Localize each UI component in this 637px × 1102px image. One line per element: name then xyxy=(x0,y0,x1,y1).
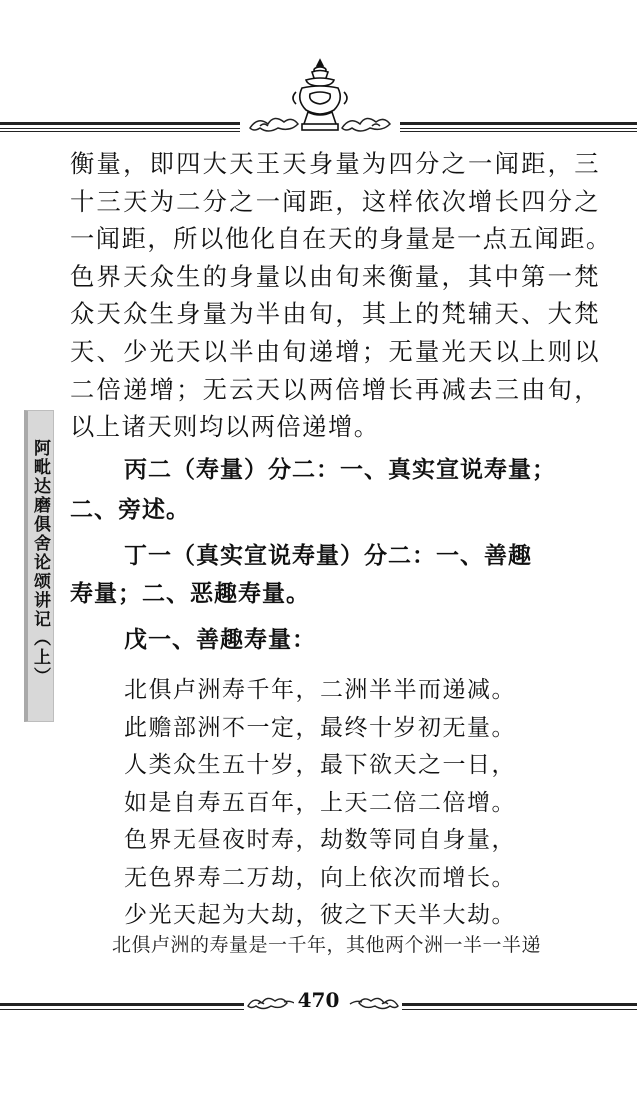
book-title-side-tab xyxy=(24,410,54,722)
verse-line: 人类众生五十岁，最下欲天之一日， xyxy=(124,752,516,778)
verse-line: 少光天起为大劫，彼之下天半大劫。 xyxy=(124,902,516,928)
body-paragraph xyxy=(70,145,612,446)
verse-line: 色界无昼夜时寿，劫数等同自身量， xyxy=(124,827,516,853)
verse-block xyxy=(124,672,516,935)
paragraph-line: 十三天为二分之一闻距，这样依次增长四分之 xyxy=(70,186,600,216)
paragraph-line: 二倍递增；无云天以两倍增长再减去三由旬， xyxy=(70,374,600,404)
treasure-vase-emblem-icon xyxy=(240,58,400,138)
right-cloud-ornament-icon xyxy=(342,990,402,1014)
main-content xyxy=(70,145,612,446)
section-heading-ding-yi-cont: 寿量；二、恶趣寿量。 xyxy=(70,581,310,607)
verse-line: 无色界寿二万劫，向上依次而增长。 xyxy=(124,864,516,891)
paragraph-line: 衡量，即四大天王天身量为四分之一闻距，三 xyxy=(70,149,600,178)
verse-line: 此赡部洲不一定，最终十岁初无量。 xyxy=(124,714,516,741)
section-heading-bing-er-cont: 二、旁述。 xyxy=(70,497,190,523)
section-heading-ding-yi: 丁一（真实宣说寿量）分二：一、善趣 xyxy=(124,543,532,569)
verse-line: 北俱卢洲寿千年，二洲半半而递减。 xyxy=(124,677,516,703)
commentary-text: 北俱卢洲的寿量是一千年，其他两个洲一半一半递 xyxy=(112,934,542,956)
paragraph-line: 色界天众生的身量以由旬来衡量，其中第一梵 xyxy=(70,261,600,291)
section-heading-bing-er: 丙二（寿量）分二：一、真实宣说寿量； xyxy=(124,457,556,483)
verse-line: 如是自寿五百年，上天二倍二倍增。 xyxy=(124,789,516,816)
paragraph-line: 一闻距，所以他化自在天的身量是一点五闻距。 xyxy=(70,224,612,254)
page-number: 470 xyxy=(0,988,637,1012)
book-title-vertical: 阿毗达磨俱舍论颂讲记（上） xyxy=(30,439,50,686)
section-heading-wu-yi: 戊一、善趣寿量： xyxy=(124,627,316,653)
paragraph-line: 以上诸天则均以两倍递增。 xyxy=(70,412,380,442)
paragraph-line: 天、少光天以半由旬递增；无量光天以上则以 xyxy=(70,336,600,366)
paragraph-line: 众天众生身量为半由旬，其上的梵辅天、大梵 xyxy=(70,299,600,329)
